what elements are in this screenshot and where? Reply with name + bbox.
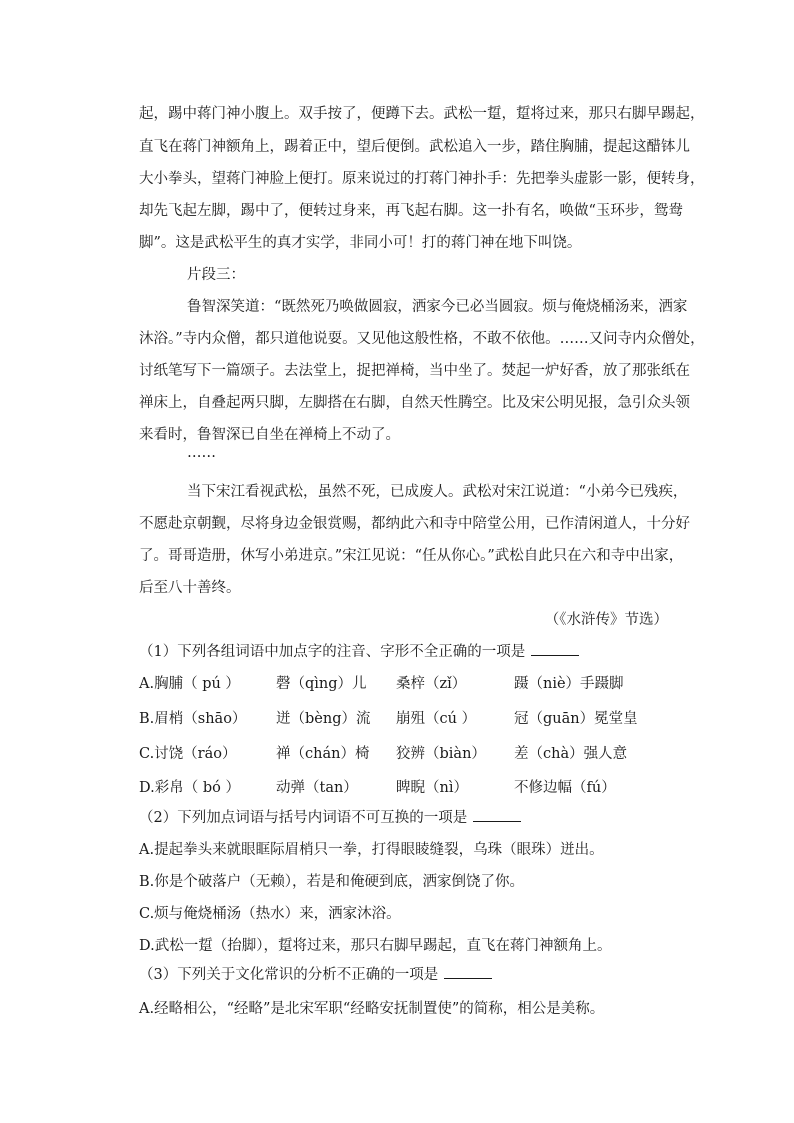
passage-line: 当下宋江看视武松，虽然不死，已成废人。武松对宋江说道：“小弟今已残疾， [187,484,688,500]
answer-blank[interactable] [473,809,521,822]
passage-line: 了。哥哥造册，休写小弟进京。”宋江见说：“任从你心。”武松自此只在六和寺中出家， [139,548,684,564]
q1-option-cell: 狡辨（biàn） [396,746,486,762]
q1-option-cell: B.眉梢（shāo） [139,711,247,727]
question-3-text: （3）下列关于文化常识的分析不正确的一项是 [139,967,439,983]
passage-line: 沐浴。”寺内众僧，都只道他说耍。又见他这般性格，不敢不依他。……又问寺内众僧处， [139,331,705,347]
question-2-stem [139,806,521,827]
answer-blank[interactable] [444,966,492,979]
q1-option-cell: 磬（qìng）儿 [276,676,367,692]
fragment-title: 片段三： [187,267,245,283]
question-3-stem [139,963,492,984]
answer-blank[interactable] [531,643,579,656]
q1-option-cell: 禅（chán）椅 [276,746,370,762]
q1-option-cell: 蹑（niè）手蹑脚 [514,676,624,692]
q2-option: A.提起拳头来就眼眶际眉梢只一拳，打得眼睖缝裂，乌珠（眼珠）迸出。 [139,842,604,858]
passage-line: 禅床上，自叠起两只脚，左脚搭在右脚，自然天性腾空。比及宋公明见报，急引众头领 [139,395,690,411]
question-1-text: （1）下列各组词语中加点字的注音、字形不全正确的一项是 [139,644,526,660]
q1-option-cell: 睥睨（nì） [396,780,468,796]
q1-option-cell: 崩殂（cú ） [396,711,477,727]
q1-option-cell: D.彩帛（ bó ） [139,780,240,796]
passage-line: 鲁智深笑道：“既然死乃唤做圆寂，洒家今已必当圆寂。烦与俺烧桶汤来，洒家 [187,299,688,315]
q2-option: C.烦与俺烧桶汤（热水）来，洒家沐浴。 [139,906,401,922]
question-1-stem [139,640,579,661]
q1-option-cell: 冠（guān）冕堂皇 [514,711,638,727]
q2-option: B.你是个破落户（无赖），若是和俺硬到底，洒家倒饶了你。 [139,874,525,890]
question-2-text: （2）下列加点词语与括号内词语不可互换的一项是 [139,810,468,826]
passage-line: 却先飞起左脚，踢中了，便转过身来，再飞起右脚。这一扑有名，唤做“玉环步，鸳鸯 [139,203,683,219]
passage-line: 起，踢中蒋门神小腹上。双手按了，便蹲下去。武松一踅，踅将过来，那只右脚早踢起， [139,106,705,122]
passage-line: 讨纸笔写下一篇颂子。去法堂上，捉把禅椅，当中坐了。焚起一炉好香，放了那张纸在 [139,363,690,379]
q1-option-cell: C.讨饶（ráo） [139,746,237,762]
q1-option-cell: A.胸脯（ pú ） [139,676,240,692]
source-citation: （《水浒传》节选） [544,612,668,628]
q1-option-cell: 迸（bèng）流 [276,711,371,727]
passage-line: 直飞在蒋门神额角上，踢着正中，望后便倒。武松追入一步，踏住胸脯，提起这醋钵儿 [139,139,690,155]
q1-option-cell: 桑梓（zǐ） [396,676,467,692]
q1-option-cell: 差（chà）强人意 [514,746,628,762]
q1-option-cell: 动弹（tan） [276,780,358,796]
q3-option: A.经略相公，“经略”是北宋军职“经略安抚制置使”的简称，相公是美称。 [139,1001,605,1017]
q2-option: D.武松一踅（抬脚），踅将过来，那只右脚早踢起，直飞在蒋门神额角上。 [139,938,612,954]
passage-line: 来看时，鲁智深已自坐在禅椅上不动了。 [139,427,400,443]
q1-option-cell: 不修边幅（fú） [514,780,616,796]
passage-line: 脚”。这是武松平生的真才实学，非同小可！打的蒋门神在地下叫饶。 [139,235,582,251]
passage-line: 不愿赴京朝觐，尽将身边金银赏赐，都纳此六和寺中陪堂公用，已作清闲道人，十分好 [139,516,690,532]
passage-line: 大小拳头，望蒋门神脸上便打。原来说过的打蒋门神扑手：先把拳头虚影一影，便转身， [139,171,705,187]
passage-line: 后至八十善终。 [139,580,241,596]
ellipsis: …… [187,445,216,461]
